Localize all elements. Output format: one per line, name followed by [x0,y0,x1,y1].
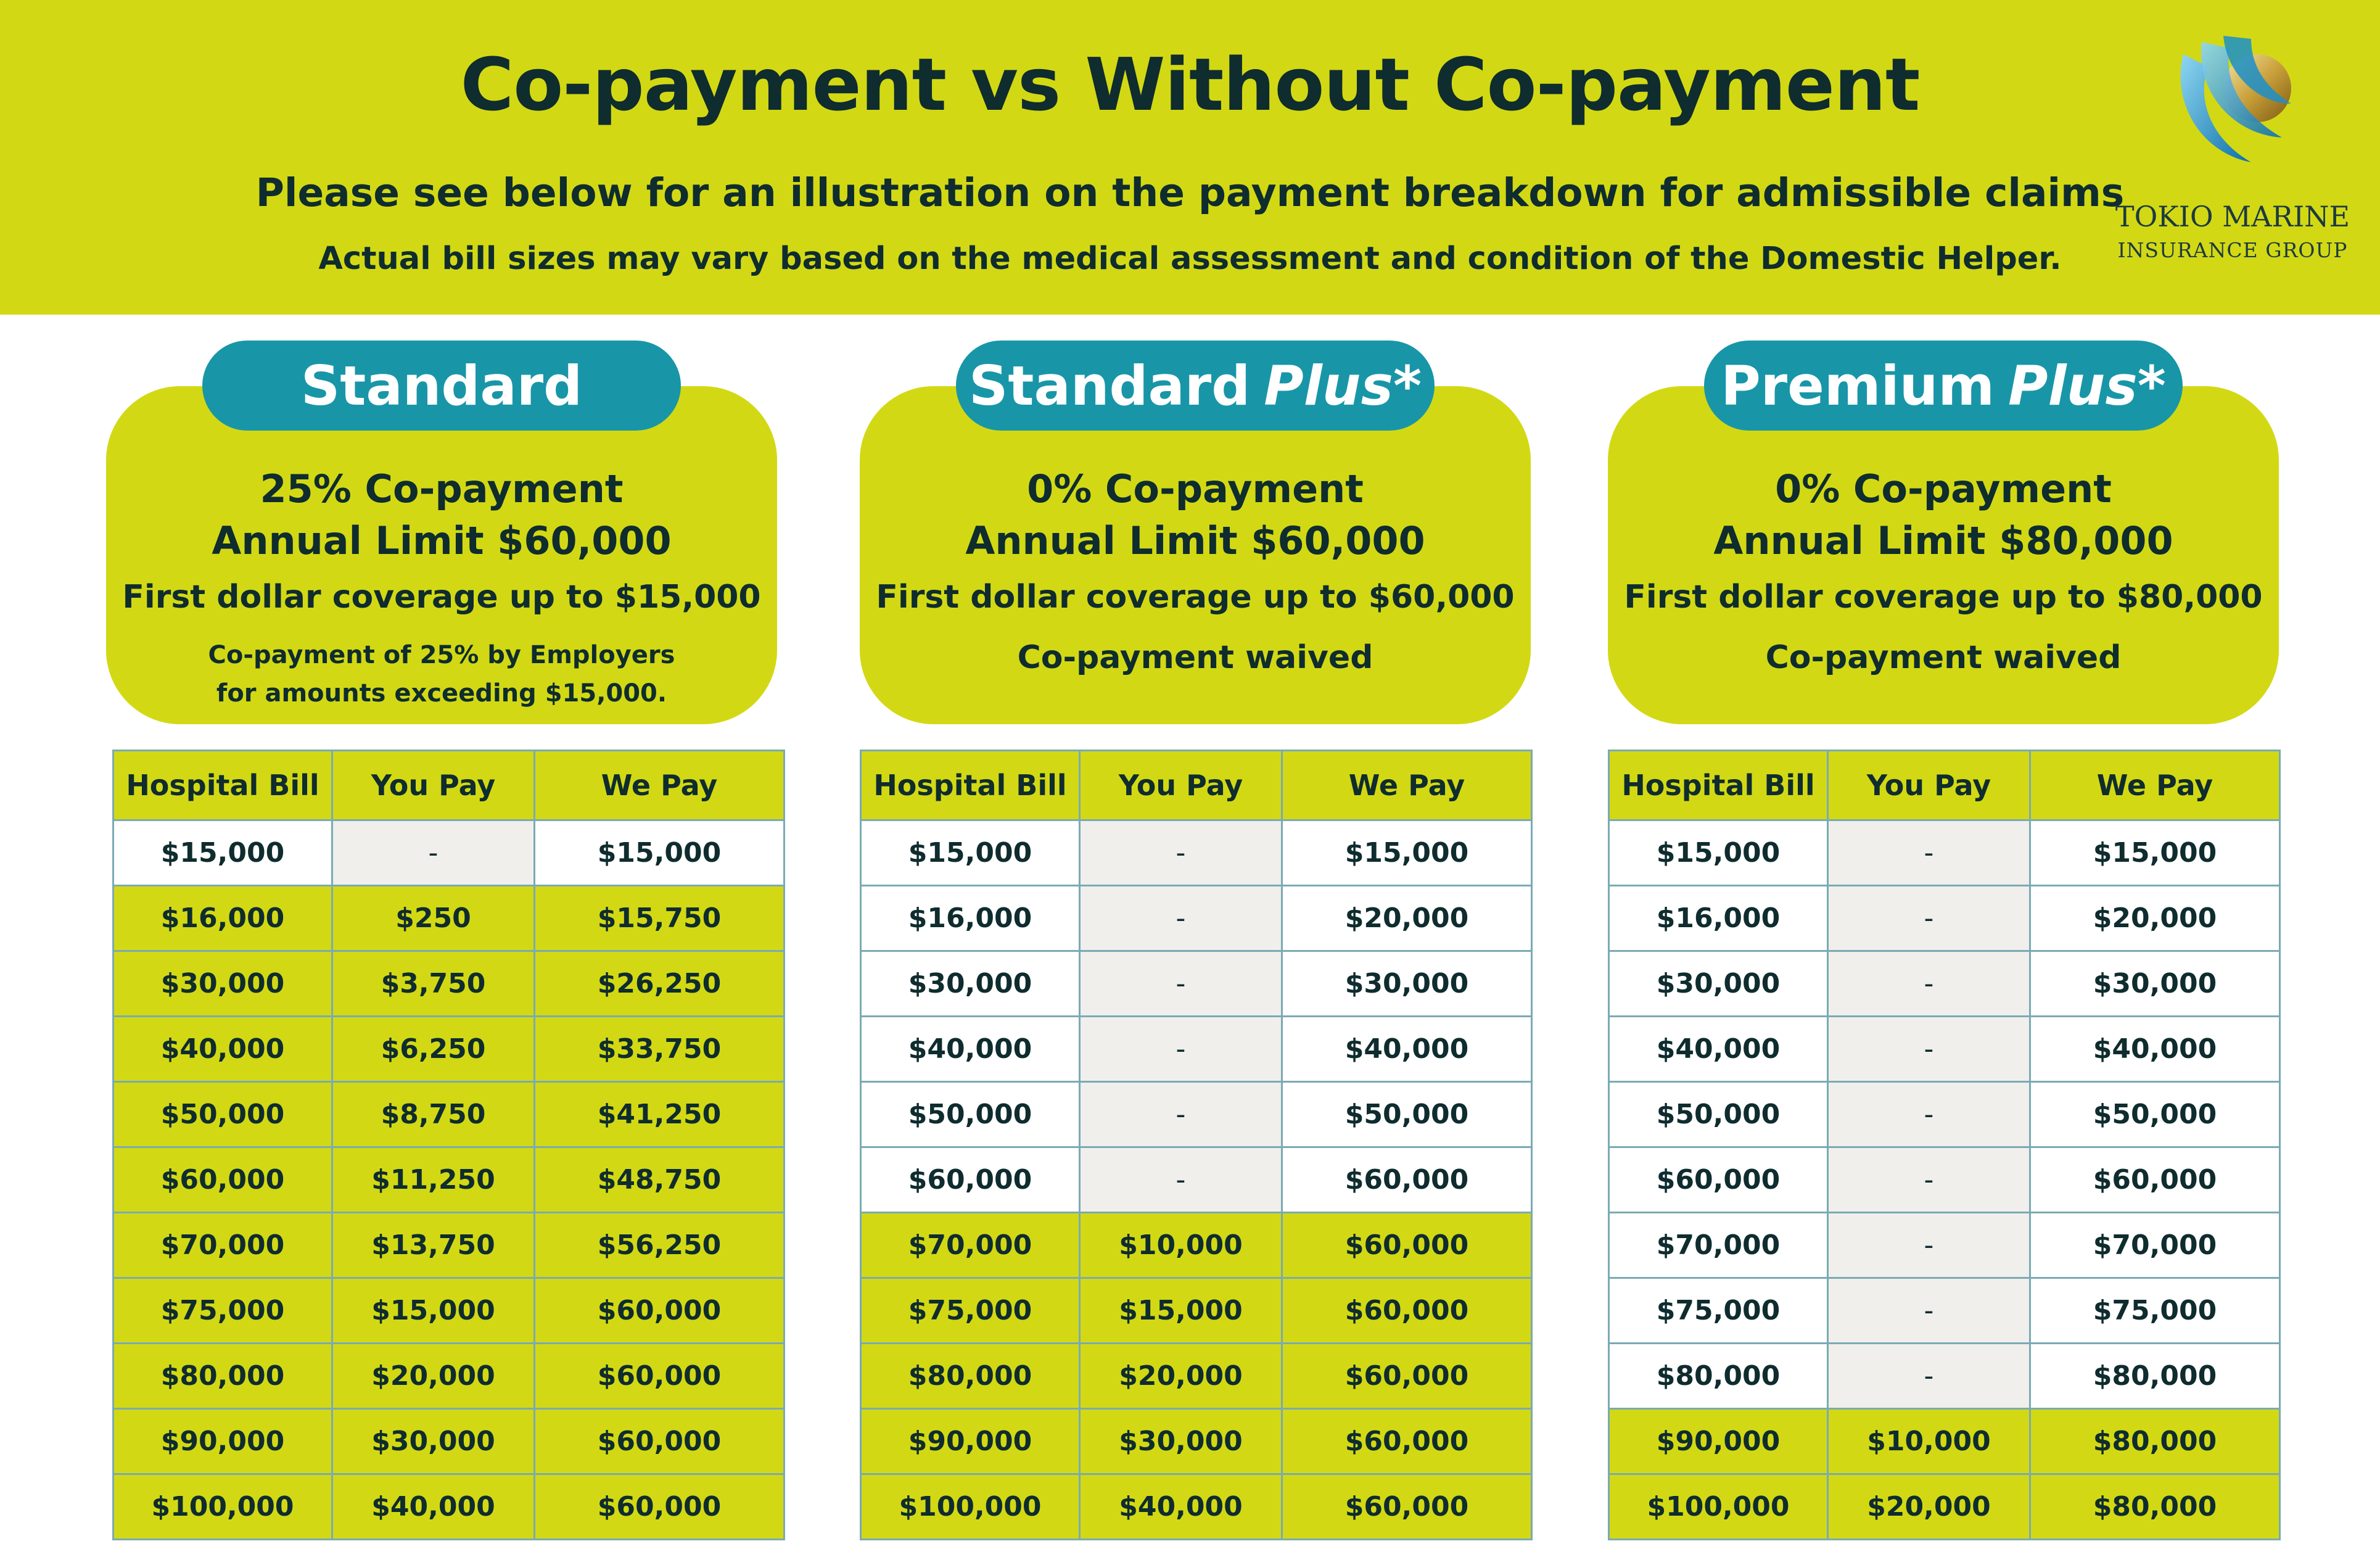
cell-hospital-bill: $16,000 [1609,886,1828,951]
cell-hospital-bill: $60,000 [113,1147,332,1213]
cell-we-pay: $15,000 [2030,820,2280,886]
cell-you-pay: $250 [332,886,535,951]
column-header-we-pay: We Pay [2030,751,2280,820]
column-header-hospital-bill: Hospital Bill [113,751,332,820]
cell-we-pay: $60,000 [1282,1147,1532,1213]
tokio-marine-logo [2109,30,2356,262]
cell-you-pay: - [332,820,535,886]
table-row [1609,1147,2280,1213]
plan-annual-limit: Annual Limit $60,000 [212,518,672,563]
cell-you-pay: - [1828,1278,2030,1344]
cell-we-pay: $26,250 [535,951,784,1017]
cell-we-pay: $30,000 [2030,951,2280,1017]
table-row [861,1213,1532,1278]
cell-hospital-bill: $16,000 [113,886,332,951]
cell-we-pay: $20,000 [1282,886,1532,951]
plan-name: Premium [1721,353,1995,418]
cell-you-pay: $15,000 [1080,1278,1282,1344]
plan-coverage: First dollar coverage up to $60,000 [876,579,1515,616]
disclaimer-note: Actual bill sizes may vary based on the medical assessment and condition of the Domestic Helper. [318,241,2062,277]
cell-you-pay: - [1080,886,1282,951]
cell-you-pay: - [1828,1213,2030,1278]
plan-coverage: First dollar coverage up to $80,000 [1624,579,2263,616]
table-row [1609,1409,2280,1474]
cell-hospital-bill: $40,000 [113,1017,332,1082]
table-row [1609,1213,2280,1278]
cell-we-pay: $56,250 [535,1213,784,1278]
cell-you-pay: $40,000 [1080,1474,1282,1540]
plan-copay: 0% Co-payment [1027,466,1364,511]
payment-table-standard [112,750,785,1540]
cell-hospital-bill: $80,000 [861,1344,1080,1409]
cell-you-pay: - [1828,1017,2030,1082]
cell-you-pay: $15,000 [332,1278,535,1344]
payment-table-standard-plus [860,750,1533,1540]
table-row [113,820,784,886]
cell-you-pay: $10,000 [1080,1213,1282,1278]
table-row [861,1278,1532,1344]
table-row [1609,1474,2280,1540]
table-row [1609,1278,2280,1344]
table-row [1609,820,2280,886]
cell-you-pay: - [1828,1147,2030,1213]
cell-hospital-bill: $70,000 [113,1213,332,1278]
cell-hospital-bill: $50,000 [861,1082,1080,1147]
cell-you-pay: $10,000 [1828,1409,2030,1474]
plan-detail: Co-payment waived [1765,639,2122,676]
table-row [113,1213,784,1278]
cell-you-pay: - [1828,820,2030,886]
cell-we-pay: $75,000 [2030,1278,2280,1344]
table-row [1609,886,2280,951]
column-header-you-pay: You Pay [332,751,535,820]
cell-we-pay: $80,000 [2030,1474,2280,1540]
plan-coverage: First dollar coverage up to $15,000 [122,579,761,616]
cell-we-pay: $40,000 [2030,1017,2280,1082]
plan-name-badge [1704,341,2183,431]
header-banner [0,0,2380,315]
plan-copay: 0% Co-payment [1775,466,2112,511]
cell-you-pay: $6,250 [332,1017,535,1082]
cell-you-pay: - [1080,1017,1282,1082]
table-row [861,1017,1532,1082]
cell-you-pay: - [1828,1344,2030,1409]
cell-we-pay: $15,000 [1282,820,1532,886]
cell-hospital-bill: $15,000 [861,820,1080,886]
table-row [1609,951,2280,1017]
cell-we-pay: $60,000 [1282,1409,1532,1474]
cell-hospital-bill: $100,000 [861,1474,1080,1540]
cell-hospital-bill: $50,000 [1609,1082,1828,1147]
cell-you-pay: $30,000 [332,1409,535,1474]
column-header-hospital-bill: Hospital Bill [1609,751,1828,820]
cell-you-pay: $20,000 [1080,1344,1282,1409]
plan-detail: Co-payment waived [1017,639,1373,676]
cell-we-pay: $20,000 [2030,886,2280,951]
cell-we-pay: $33,750 [535,1017,784,1082]
plan-name-badge [202,341,681,431]
cell-hospital-bill: $90,000 [861,1409,1080,1474]
column-header-you-pay: You Pay [1080,751,1282,820]
cell-hospital-bill: $80,000 [1609,1344,1828,1409]
cell-hospital-bill: $100,000 [113,1474,332,1540]
logo-text-secondary: INSURANCE GROUP [2117,238,2348,262]
table-row [861,1344,1532,1409]
cell-we-pay: $60,000 [535,1344,784,1409]
plan-annual-limit: Annual Limit $80,000 [1713,518,2173,563]
cell-we-pay: $60,000 [535,1278,784,1344]
page-title: Co-payment vs Without Co-payment [460,42,1920,127]
cell-hospital-bill: $80,000 [113,1344,332,1409]
cell-you-pay: - [1080,951,1282,1017]
table-row [113,886,784,951]
cell-hospital-bill: $30,000 [113,951,332,1017]
cell-hospital-bill: $100,000 [1609,1474,1828,1540]
cell-we-pay: $15,000 [535,820,784,886]
table-row [861,1147,1532,1213]
table-row [1609,1017,2280,1082]
plan-copay: 25% Co-payment [260,466,624,511]
table-row [113,1344,784,1409]
payment-table-premium-plus [1608,750,2281,1540]
cell-we-pay: $80,000 [2030,1344,2280,1409]
table-header-row [861,751,1532,820]
cell-we-pay: $60,000 [535,1474,784,1540]
cell-you-pay: - [1080,820,1282,886]
cell-you-pay: - [1080,1147,1282,1213]
column-header-hospital-bill: Hospital Bill [861,751,1080,820]
plan-summary-card [860,386,1531,724]
cell-hospital-bill: $15,000 [1609,820,1828,886]
table-header-row [113,751,784,820]
cell-we-pay: $60,000 [1282,1344,1532,1409]
cell-you-pay: $30,000 [1080,1409,1282,1474]
table-header-row [1609,751,2280,820]
cell-you-pay: - [1828,886,2030,951]
table-row [861,886,1532,951]
table-row [861,951,1532,1017]
column-header-you-pay: You Pay [1828,751,2030,820]
cell-we-pay: $60,000 [535,1409,784,1474]
table-row [1609,1344,2280,1409]
cell-you-pay: $20,000 [332,1344,535,1409]
cell-hospital-bill: $90,000 [1609,1409,1828,1474]
cell-we-pay: $40,000 [1282,1017,1532,1082]
column-header-we-pay: We Pay [535,751,784,820]
table-row [113,951,784,1017]
cell-you-pay: $20,000 [1828,1474,2030,1540]
plan-annual-limit: Annual Limit $60,000 [965,518,1425,563]
cell-hospital-bill: $70,000 [861,1213,1080,1278]
cell-hospital-bill: $15,000 [113,820,332,886]
cell-hospital-bill: $60,000 [861,1147,1080,1213]
cell-hospital-bill: $75,000 [113,1278,332,1344]
cell-we-pay: $60,000 [2030,1147,2280,1213]
cell-hospital-bill: $40,000 [861,1017,1080,1082]
cell-you-pay: - [1828,951,2030,1017]
cell-you-pay: - [1828,1082,2030,1147]
logo-text-primary: TOKIO MARINE [2115,200,2350,233]
plan-name-suffix: Plus* [2008,353,2166,418]
cell-we-pay: $30,000 [1282,951,1532,1017]
cell-we-pay: $50,000 [1282,1082,1532,1147]
cell-hospital-bill: $16,000 [861,886,1080,951]
cell-hospital-bill: $60,000 [1609,1147,1828,1213]
cell-hospital-bill: $75,000 [861,1278,1080,1344]
cell-you-pay: $40,000 [332,1474,535,1540]
plan-summary-card [106,386,777,724]
table-row [113,1082,784,1147]
cell-we-pay: $48,750 [535,1147,784,1213]
plan-name-suffix: Plus* [1264,353,1422,418]
plan-detail: Co-payment of 25% by Employers for amounts exceeding $15,000. [208,641,675,708]
cell-you-pay: $11,250 [332,1147,535,1213]
cell-we-pay: $60,000 [1282,1474,1532,1540]
table-row [113,1278,784,1344]
cell-we-pay: $70,000 [2030,1213,2280,1278]
table-row [861,1474,1532,1540]
cell-hospital-bill: $90,000 [113,1409,332,1474]
cell-we-pay: $60,000 [1282,1213,1532,1278]
table-row [861,820,1532,886]
cell-we-pay: $41,250 [535,1082,784,1147]
table-row [113,1474,784,1540]
cell-hospital-bill: $70,000 [1609,1213,1828,1278]
table-row [861,1082,1532,1147]
cell-we-pay: $50,000 [2030,1082,2280,1147]
logo-emblem-icon [2165,30,2300,184]
cell-we-pay: $15,750 [535,886,784,951]
cell-we-pay: $60,000 [1282,1278,1532,1344]
table-row [113,1017,784,1082]
cell-you-pay: $13,750 [332,1213,535,1278]
cell-hospital-bill: $30,000 [861,951,1080,1017]
plan-name-badge [956,341,1435,431]
cell-you-pay: $3,750 [332,951,535,1017]
column-header-we-pay: We Pay [1282,751,1532,820]
cell-we-pay: $80,000 [2030,1409,2280,1474]
cell-hospital-bill: $40,000 [1609,1017,1828,1082]
plan-name: Standard [969,353,1251,418]
cell-you-pay: $8,750 [332,1082,535,1147]
page-subtitle: Please see below for an illustration on the payment breakdown for admissible claims [255,170,2125,215]
plan-name: Standard [300,353,583,418]
table-row [1609,1082,2280,1147]
plan-summary-card [1608,386,2279,724]
cell-hospital-bill: $30,000 [1609,951,1828,1017]
table-row [861,1409,1532,1474]
cell-hospital-bill: $75,000 [1609,1278,1828,1344]
table-row [113,1147,784,1213]
table-row [113,1409,784,1474]
cell-you-pay: - [1080,1082,1282,1147]
cell-hospital-bill: $50,000 [113,1082,332,1147]
